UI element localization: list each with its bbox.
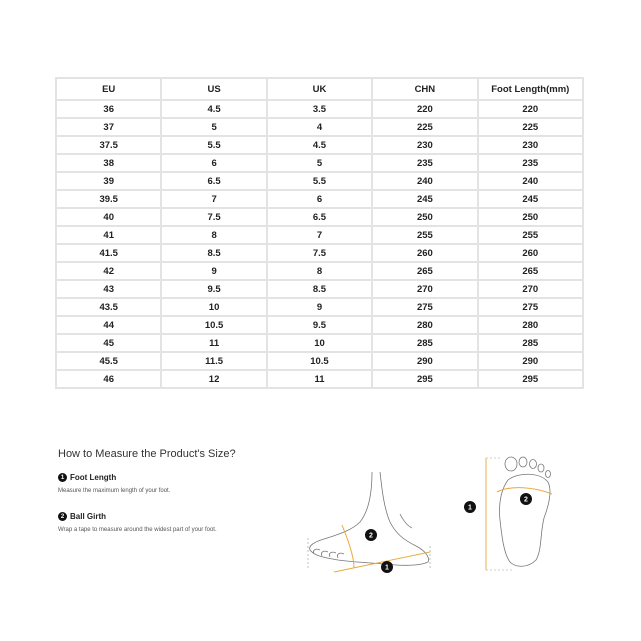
step-description: Wrap a tape to measure around the widest part of your foot. [58, 527, 217, 533]
size-chart-table [55, 77, 584, 389]
table-cell: 230 [478, 136, 583, 154]
table-cell: 290 [478, 352, 583, 370]
table-cell: 240 [478, 172, 583, 190]
column-header: Foot Length(mm) [478, 78, 583, 100]
table-cell: 270 [478, 280, 583, 298]
table-cell: 280 [478, 316, 583, 334]
table-cell: 220 [478, 100, 583, 118]
table-cell: 295 [372, 370, 477, 388]
table-cell: 4.5 [161, 100, 266, 118]
table-cell: 255 [478, 226, 583, 244]
table-cell: 8 [267, 262, 372, 280]
table-cell: 3.5 [267, 100, 372, 118]
table-cell: 280 [372, 316, 477, 334]
table-cell: 10 [161, 298, 266, 316]
table-cell: 225 [478, 118, 583, 136]
table-row [56, 244, 583, 262]
table-cell: 285 [478, 334, 583, 352]
table-cell: 5.5 [161, 136, 266, 154]
table-cell: 9 [267, 298, 372, 316]
table-cell: 250 [372, 208, 477, 226]
table-cell: 6.5 [267, 208, 372, 226]
table-row [56, 262, 583, 280]
table-cell: 7 [267, 226, 372, 244]
table-cell: 8.5 [161, 244, 266, 262]
table-cell: 12 [161, 370, 266, 388]
sole-girth-line [497, 488, 552, 494]
table-row [56, 136, 583, 154]
table-cell: 41 [56, 226, 161, 244]
table-cell: 39.5 [56, 190, 161, 208]
table-cell: 36 [56, 100, 161, 118]
table-cell: 4 [267, 118, 372, 136]
side-marker-1-label: 1 [385, 564, 389, 572]
table-row [56, 352, 583, 370]
step-description: Measure the maximum length of your foot. [58, 488, 171, 494]
step-number-badge: 2 [58, 512, 67, 521]
table-cell: 5 [161, 118, 266, 136]
table-cell: 265 [478, 262, 583, 280]
table-cell: 275 [372, 298, 477, 316]
table-cell: 8 [161, 226, 266, 244]
table-cell: 9.5 [161, 280, 266, 298]
table-cell: 270 [372, 280, 477, 298]
table-cell: 260 [372, 244, 477, 262]
table-cell: 235 [478, 154, 583, 172]
table-row [56, 172, 583, 190]
step-title: Ball Girth [70, 512, 107, 521]
table-cell: 220 [372, 100, 477, 118]
column-header: UK [267, 78, 372, 100]
table-cell: 6 [161, 154, 266, 172]
table-cell: 11 [267, 370, 372, 388]
step-number-badge: 1 [58, 473, 67, 482]
table-row [56, 118, 583, 136]
table-cell: 240 [372, 172, 477, 190]
table-cell: 265 [372, 262, 477, 280]
table-row [56, 280, 583, 298]
measure-title: How to Measure the Product's Size? [58, 448, 236, 460]
table-cell: 7 [161, 190, 266, 208]
table-cell: 255 [372, 226, 477, 244]
table-row [56, 154, 583, 172]
sole-marker-2-label: 2 [524, 496, 528, 504]
column-header: EU [56, 78, 161, 100]
table-cell: 295 [478, 370, 583, 388]
table-cell: 275 [478, 298, 583, 316]
table-cell: 7.5 [267, 244, 372, 262]
table-cell: 45 [56, 334, 161, 352]
table-row [56, 226, 583, 244]
table-cell: 44 [56, 316, 161, 334]
table-row [56, 298, 583, 316]
table-cell: 290 [372, 352, 477, 370]
sole-marker-1-label: 1 [468, 504, 472, 512]
table-cell: 38 [56, 154, 161, 172]
table-row [56, 334, 583, 352]
table-row [56, 370, 583, 388]
table-cell: 5 [267, 154, 372, 172]
table-cell: 46 [56, 370, 161, 388]
table-cell: 245 [478, 190, 583, 208]
table-cell: 40 [56, 208, 161, 226]
table-cell: 7.5 [161, 208, 266, 226]
table-cell: 37 [56, 118, 161, 136]
table-cell: 42 [56, 262, 161, 280]
table-cell: 230 [372, 136, 477, 154]
table-cell: 250 [478, 208, 583, 226]
table-cell: 10.5 [161, 316, 266, 334]
table-cell: 6 [267, 190, 372, 208]
step-foot-length [58, 473, 170, 494]
table-cell: 43.5 [56, 298, 161, 316]
table-row [56, 208, 583, 226]
table-cell: 8.5 [267, 280, 372, 298]
column-header: CHN [372, 78, 477, 100]
table-cell: 5.5 [267, 172, 372, 190]
table-body [56, 100, 583, 388]
table-cell: 37.5 [56, 136, 161, 154]
table-cell: 10.5 [267, 352, 372, 370]
table-cell: 9 [161, 262, 266, 280]
table-cell: 6.5 [161, 172, 266, 190]
table-cell: 45.5 [56, 352, 161, 370]
side-marker-2-label: 2 [369, 532, 373, 540]
table-cell: 9.5 [267, 316, 372, 334]
table-cell: 10 [267, 334, 372, 352]
table-cell: 39 [56, 172, 161, 190]
sole-foot-drawing [499, 457, 550, 566]
table-cell: 225 [372, 118, 477, 136]
table-cell: 260 [478, 244, 583, 262]
side-foot-drawing [310, 472, 429, 565]
table-cell: 235 [372, 154, 477, 172]
table-cell: 11 [161, 334, 266, 352]
table-cell: 11.5 [161, 352, 266, 370]
foot-illustration [290, 450, 580, 590]
table-cell: 4.5 [267, 136, 372, 154]
table-cell: 41.5 [56, 244, 161, 262]
step-ball-girth [58, 512, 217, 533]
table-cell: 43 [56, 280, 161, 298]
table-row [56, 190, 583, 208]
table-cell: 285 [372, 334, 477, 352]
step-title: Foot Length [70, 473, 117, 482]
table-row [56, 316, 583, 334]
column-header: US [161, 78, 266, 100]
table-row [56, 100, 583, 118]
table-header-row [56, 78, 583, 100]
table-cell: 245 [372, 190, 477, 208]
